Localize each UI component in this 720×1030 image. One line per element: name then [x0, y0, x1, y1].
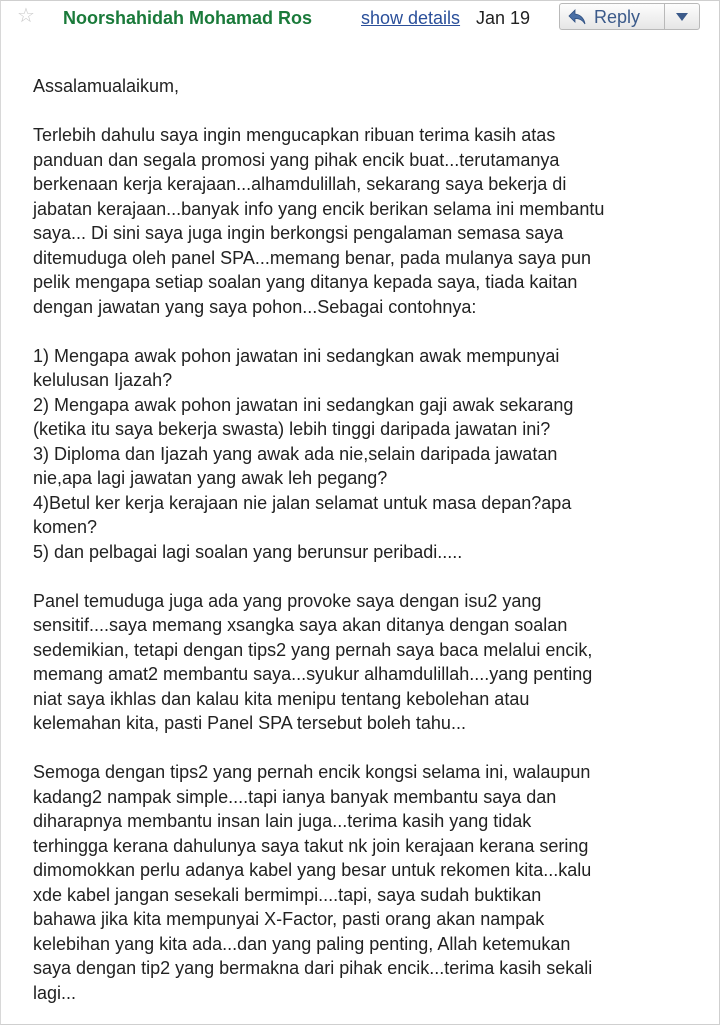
reply-button[interactable]: [559, 3, 664, 30]
question-line: 3) Diploma dan Ijazah yang awak ada nie,selain daripada jawatan: [33, 443, 558, 464]
text-line: dengan jawatan yang saya pohon...Sebagai contohnya:: [33, 296, 477, 317]
text-line: bahawa jika kita mempunyai X-Factor, pasti orang akan nampak: [33, 909, 545, 929]
question-line: nie,apa lagi jawatan yang awak leh pegang?: [33, 468, 388, 488]
sender-name[interactable]: Noorshahidah Mohamad Ros: [63, 8, 313, 28]
message-header: [0, 0, 718, 36]
text-line: sedemikian, tetapi dengan tips2 yang pernah saya baca melalui encik,: [33, 639, 593, 660]
text-line: jabatan kerajaan...banyak info yang encik berikan selama ini membantu: [33, 198, 605, 219]
text-line: kelebihan yang kita ada...dan yang paling penting, Allah ketemukan: [33, 933, 571, 954]
text-line: kelemahan kita, pasti Panel SPA tersebut boleh tahu...: [33, 713, 466, 733]
text-line: panduan dan segala promosi yang pihak encik buat...terutamanya: [33, 149, 560, 170]
text-line: lagi...: [33, 982, 77, 1003]
text-line: terhingga kerana dahulunya saya takut nk join kerajaan kerana sering: [33, 835, 589, 856]
show-details-link[interactable]: show details: [361, 8, 461, 28]
question-line: 5) dan pelbagai lagi soalan yang berunsur peribadi.....: [33, 541, 463, 562]
text-line: memang amat2 membantu saya...syukur alhamdulillah....yang penting: [33, 664, 593, 684]
text-line: pelik mengapa setiap soalan yang ditanya kepada saya, tiada kaitan: [33, 272, 578, 292]
paragraph-3: [33, 760, 713, 1005]
text-line: Panel temuduga juga ada yang provoke saya dengan isu2 yang: [33, 590, 542, 611]
text-line: saya... Di sini saya juga ingin berkongsi pengalaman semasa saya: [33, 223, 564, 243]
text-line: Semoga dengan tips2 yang pernah encik kongsi selama ini, walaupun: [33, 762, 591, 782]
star-icon[interactable]: ☆: [17, 5, 35, 27]
dropdown-arrow-icon: [675, 12, 689, 22]
reply-label: Reply: [594, 7, 641, 27]
greeting-line: Assalamualaikum,: [33, 76, 180, 96]
question-line: (ketika itu saya bekerja swasta) lebih tinggi daripada jawatan ini?: [33, 419, 551, 439]
more-options-button[interactable]: [664, 3, 700, 30]
paragraph-1: [33, 123, 713, 319]
text-line: saya dengan tip2 yang bermakna dari pihak encik...terima kasih sekali: [33, 958, 593, 978]
text-line: sensitif....saya memang xsangka saya akan ditanya dengan soalan: [33, 615, 568, 635]
text-line: dimomokkan perlu adanya kabel yang besar untuk rekomen kita...kalu: [33, 860, 592, 880]
greeting: [33, 74, 713, 99]
question-line: 2) Mengapa awak pohon jawatan ini sedangkan gaji awak sekarang: [33, 394, 574, 415]
message-date: Jan 19: [476, 8, 531, 28]
text-line: niat saya ikhlas dan kalau kita menipu tentang kebolehan atau: [33, 688, 530, 709]
text-line: diharapnya membantu insan lain juga...terima kasih yang tidak: [33, 811, 532, 831]
text-line: berkenaan kerja kerajaan...alhamdulillah, sekarang saya bekerja di: [33, 174, 567, 194]
question-line: kelulusan Ijazah?: [33, 370, 173, 390]
questions-list: [33, 344, 713, 565]
text-line: Terlebih dahulu saya ingin mengucapkan ribuan terima kasih atas: [33, 125, 556, 145]
question-line: komen?: [33, 517, 98, 537]
question-line: 1) Mengapa awak pohon jawatan ini sedangkan awak mempunyai: [33, 345, 560, 366]
text-line: ditemuduga oleh panel SPA...memang benar, pada mulanya saya pun: [33, 247, 592, 268]
message-body: [33, 74, 713, 1030]
question-line: 4)Betul ker kerja kerajaan nie jalan selamat untuk masa depan?apa: [33, 492, 572, 513]
text-line: xde kabel jangan sesekali bermimpi....tapi, saya sudah buktikan: [33, 884, 542, 905]
text-line: kadang2 nampak simple....tapi ianya banyak membantu saya dan: [33, 786, 557, 807]
reply-arrow-icon: [568, 9, 586, 25]
paragraph-2: [33, 589, 713, 736]
